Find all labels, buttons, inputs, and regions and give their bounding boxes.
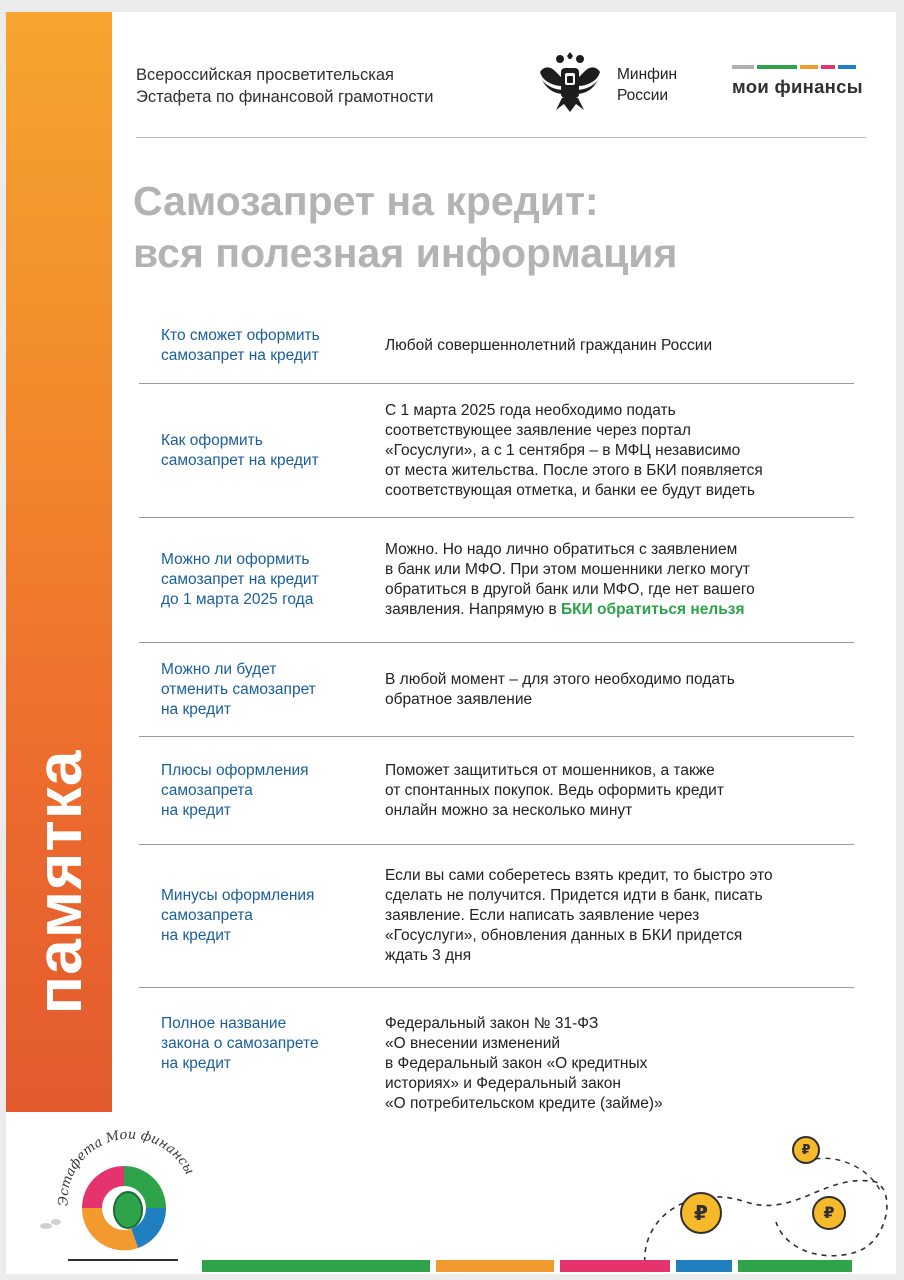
ruble-coin-icon: ₽ [812,1196,846,1230]
table-row [139,308,854,384]
answer-line: В любой момент – для этого необходимо подать [385,670,735,688]
question-line: на кредит [161,700,231,718]
row-question [139,886,385,946]
organization-name [136,64,433,108]
page-title [133,175,677,279]
brand-name: мои финансы [732,76,863,97]
question-line: Как оформить [161,431,263,449]
ministry-name [617,64,677,106]
table-row [139,384,854,518]
info-table [139,308,854,1118]
answer-text: заявления. Напрямую в [385,601,561,618]
question-line: Полное название [161,1015,287,1032]
answer-line [385,600,854,620]
answer-line: в Федеральный закон «О кредитных [385,1055,648,1072]
question-line: на кредит [161,927,231,944]
answer-line: «Госуслуги», обновления данных в БКИ придется [385,927,743,944]
answer-line: от спонтанных покупок. Ведь оформить кредит [385,781,724,799]
answer-line: соответствующая отметка, и банки ее будут видеть [385,481,755,499]
row-answer [385,336,854,356]
question-line: Кто сможет оформить [161,326,320,344]
org-line-1: Всероссийская просветительская [136,66,394,84]
table-row [139,737,854,845]
row-answer [385,1014,854,1114]
brand-stripe-grey [732,65,754,69]
question-line: самозапрет на кредит [161,571,319,588]
row-answer [385,670,854,710]
question-line: самозапрета [161,907,253,924]
answer-line: ждать 3 дня [385,947,472,964]
answer-highlight: БКИ обратиться нельзя [561,601,745,618]
answer-line: Федеральный закон № 31-ФЗ [385,1015,599,1032]
question-line: Минусы оформления [161,887,315,904]
answer-line: от места жительства. После этого в БКИ появляется [385,461,763,479]
ruble-coin-icon: ₽ [792,1136,820,1164]
question-line: Можно ли будет [161,660,277,678]
row-question [139,326,385,366]
row-question [139,550,385,610]
title-line-1: Самозапрет на кредит: [133,178,599,224]
brand-stripe-green [757,65,797,69]
bottom-stripe-green [202,1260,430,1272]
answer-line: онлайн можно за несколько минут [385,801,633,819]
side-band [6,12,112,1112]
table-row [139,988,854,1118]
row-answer [385,761,854,821]
row-answer [385,540,854,620]
ministry-line-2: России [617,87,669,104]
row-answer [385,401,854,501]
answer-line: С 1 марта 2025 года необходимо подать [385,401,676,419]
answer-line: сделать не получится. Придется идти в банк, писать [385,887,763,904]
answer-line: Можно. Но надо лично обратиться с заявлением [385,541,738,558]
bottom-stripe-green [738,1260,852,1272]
side-label: памятка [23,749,95,1015]
answer-line: «Госуслуги», а с 1 сентября – в МФЦ независимо [385,441,741,459]
header-divider [136,137,866,138]
ministry-line-1: Минфин [617,66,678,83]
bottom-stripe-blue [676,1260,732,1272]
row-question [139,660,385,720]
brand-stripes [732,65,860,69]
answer-line: в банк или МФО. При этом мошенники легко могут [385,561,750,578]
question-line: на кредит [161,1055,231,1072]
answer-line: заявление. Если написать заявление через [385,907,700,924]
table-row [139,518,854,643]
question-line: на кредит [161,801,231,819]
row-question [139,431,385,471]
row-question [139,761,385,821]
brand-stripe-orange [800,65,818,69]
table-row [139,643,854,737]
moi-finansy-logo [732,65,863,98]
question-line: закона о самозапрете [161,1035,319,1052]
row-answer [385,866,854,966]
question-line: Плюсы оформления [161,761,309,779]
relay-logo-icon [28,1110,228,1274]
question-line: отменить самозапрет [161,680,316,698]
question-line: самозапрет на кредит [161,346,319,364]
logo-arc-text: Эстафета Мои финансы [56,1127,197,1207]
answer-line: соответствующее заявление через портал [385,421,691,439]
table-row [139,845,854,988]
answer-line: обратное заявление [385,690,533,708]
answer-line: «О потребительском кредите (займе)» [385,1095,663,1112]
bottom-stripe-pink [560,1260,670,1272]
bottom-stripe-orange [436,1260,554,1272]
org-line-2: Эстафета по финансовой грамотности [136,88,434,106]
bottom-color-bar [202,1260,858,1272]
ruble-coin-icon: ₽ [680,1192,722,1234]
question-line: Можно ли оформить [161,551,310,568]
answer-line: Если вы сами соберетесь взять кредит, то быстро это [385,867,773,884]
coins-illustration [626,1132,896,1274]
answer-line: обратиться в другой банк или МФО, где нет вашего [385,581,755,598]
title-line-2: вся полезная информация [133,230,678,276]
question-line: самозапрета [161,781,253,799]
question-line: до 1 марта 2025 года [161,591,314,608]
answer-line: Поможет защититься от мошенников, а также [385,761,715,779]
row-question [139,1014,385,1074]
brand-stripe-blue [838,65,856,69]
page-sheet [6,12,896,1274]
brand-stripe-pink [821,65,835,69]
answer-line: историях» и Федеральный закон [385,1075,621,1092]
question-line: самозапрет на кредит [161,451,319,469]
double-headed-eagle-emblem-icon [538,52,602,114]
answer-line: «О внесении изменений [385,1035,561,1052]
answer-line: Любой совершеннолетний гражданин России [385,336,713,354]
